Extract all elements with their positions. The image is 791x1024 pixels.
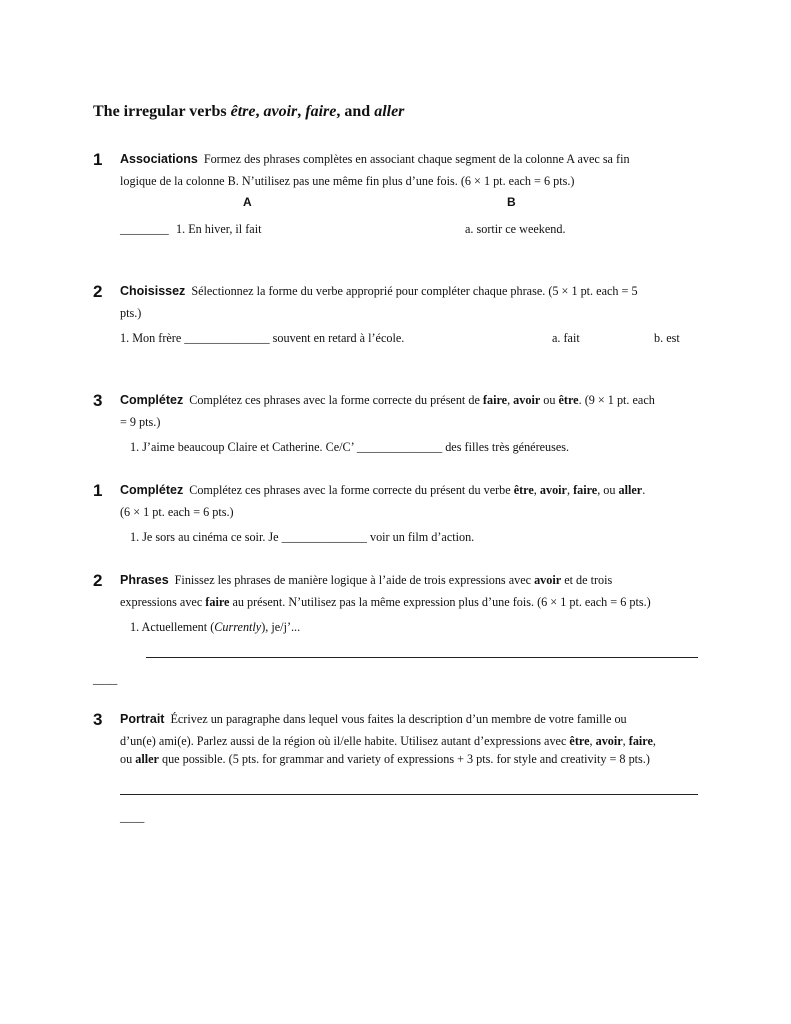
instruction-sep: ,: [622, 734, 629, 748]
verb-avoir: avoir: [534, 573, 562, 587]
instruction-text: ou: [120, 752, 136, 766]
section-instructions: [120, 483, 645, 498]
verb-faire: faire: [482, 393, 508, 407]
column-b-header: B: [507, 195, 516, 209]
instruction-text: Finissez les phrases de manière logique à l’aide de trois expressions avec: [174, 573, 535, 587]
section-title: Complétez: [120, 483, 184, 497]
verb-aller: aller: [135, 752, 159, 766]
instruction-text: .: [642, 483, 646, 497]
answer-line[interactable]: [146, 657, 698, 658]
list-item: 1. Mon frère ______________ souvent en retard à l’école.: [120, 331, 405, 345]
option-a[interactable]: a. fait: [552, 331, 580, 345]
section-number: 3: [93, 710, 103, 729]
verb-faire: faire: [573, 483, 598, 497]
instruction-text: Formez des phrases complètes en associant chaque segment de la colonne A avec sa fin: [203, 152, 630, 166]
answer-line[interactable]: [120, 794, 698, 795]
section-title: Complétez: [120, 393, 184, 407]
instruction-text: = 9 pts.): [120, 415, 161, 429]
section-instructions: [120, 712, 627, 727]
title-sep: , and: [336, 103, 375, 120]
verb-faire: faire: [628, 734, 653, 748]
title-verb-avoir: avoir: [263, 103, 298, 120]
instruction-text: expressions avec: [120, 595, 206, 609]
instruction-sep: ,: [566, 483, 574, 497]
verb-aller: aller: [618, 483, 643, 497]
instruction-text: au présent. N’utilisez pas la même expression plus d’une fois. (6 × 1 pt. each = 6 pts.): [229, 595, 651, 609]
page-title: [93, 103, 404, 121]
instruction-text: pts.): [120, 306, 142, 320]
column-a-header: A: [243, 195, 252, 209]
instruction-sep: ou: [540, 393, 559, 407]
section-number: 1: [93, 481, 103, 500]
section-title: Phrases: [120, 573, 169, 587]
verb-avoir: avoir: [595, 734, 623, 748]
verb-faire: faire: [205, 595, 230, 609]
title-verb-etre: être: [230, 103, 256, 120]
instruction-text: d’un(e) ami(e). Parlez aussi de la région où il/elle habite. Utilisez autant d’expressions avec: [120, 734, 570, 748]
section-number: 2: [93, 571, 103, 590]
item-emphasis: Currently: [214, 620, 262, 634]
instruction-text: [120, 752, 650, 767]
section-instructions: [120, 284, 638, 299]
verb-etre: être: [558, 393, 579, 407]
item-text: 1. Actuellement (: [130, 620, 215, 634]
item-text: ), je/j’...: [261, 620, 301, 634]
instruction-sep: ,: [652, 734, 656, 748]
title-verb-aller: aller: [374, 103, 405, 120]
answer-line-tail[interactable]: ____: [93, 672, 118, 686]
section-number: 1: [93, 150, 103, 169]
answer-line-tail[interactable]: ____: [120, 810, 145, 824]
title-sep: ,: [297, 103, 306, 120]
section-instructions: [120, 152, 630, 167]
instruction-text: logique de la colonne B. N’utilisez pas une même fin plus d’une fois. (6 × 1 pt. each = 6 pts.): [120, 174, 575, 188]
option-b[interactable]: b. est: [654, 331, 680, 345]
title-verb-faire: faire: [305, 103, 337, 120]
instruction-text: Complétez ces phrases avec la forme correcte du présent de: [189, 393, 483, 407]
section-instructions: [120, 393, 655, 408]
instruction-text: Écrivez un paragraphe dans lequel vous faites la description d’un membre de votre famille ou: [170, 712, 627, 726]
instruction-text: (6 × 1 pt. each = 6 pts.): [120, 505, 234, 519]
instruction-sep: ,: [533, 483, 540, 497]
instruction-sep: , ou: [597, 483, 619, 497]
verb-etre: être: [513, 483, 534, 497]
list-item: 1. Je sors au cinéma ce soir. Je ______________ voir un film d’action.: [130, 530, 475, 544]
instruction-text: Sélectionnez la forme du verbe approprié pour compléter chaque phrase. (5 × 1 pt. each = 5: [191, 284, 638, 298]
section-instructions: [120, 573, 612, 588]
title-prefix: The irregular verbs: [93, 103, 231, 120]
instruction-text: et de trois: [561, 573, 613, 587]
list-item: a. sortir ce weekend.: [465, 222, 566, 236]
verb-avoir: avoir: [539, 483, 567, 497]
list-item: 1. En hiver, il fait: [176, 222, 262, 236]
section-number: 2: [93, 282, 103, 301]
instruction-text: que possible. (5 pts. for grammar and variety of expressions + 3 pts. for style and creativity = 8 pts.): [158, 752, 650, 766]
instruction-text: [120, 595, 651, 610]
list-item: [130, 620, 300, 635]
instruction-sep: ,: [507, 393, 514, 407]
section-title: Portrait: [120, 712, 165, 726]
verb-avoir: avoir: [513, 393, 541, 407]
title-sep: ,: [255, 103, 264, 120]
instruction-sep: ,: [589, 734, 596, 748]
instruction-text: . (9 × 1 pt. each: [578, 393, 655, 407]
section-title: Associations: [120, 152, 198, 166]
list-item: 1. J’aime beaucoup Claire et Catherine. Ce/C’ ______________ des filles très généreuses.: [130, 440, 570, 454]
section-title: Choisissez: [120, 284, 186, 298]
section-number: 3: [93, 391, 103, 410]
verb-etre: être: [569, 734, 590, 748]
instruction-text: [120, 734, 656, 749]
instruction-text: Complétez ces phrases avec la forme correcte du présent du verbe: [189, 483, 514, 497]
answer-blank[interactable]: ________: [120, 222, 169, 236]
